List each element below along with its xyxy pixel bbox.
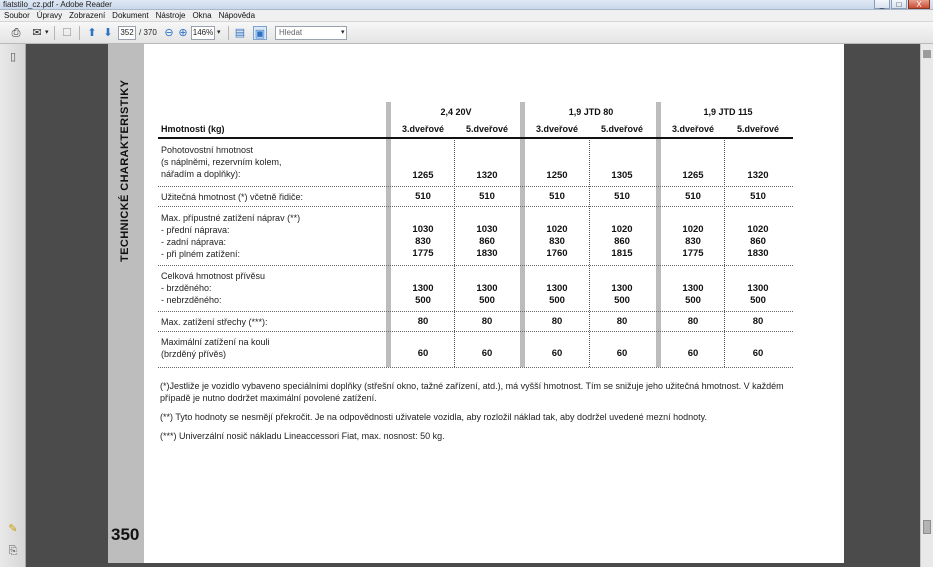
row-label: Celková hmotnost přívěsu - brzděného: - nebrzděného: (161, 271, 266, 305)
title-bar (0, 0, 933, 10)
table-cell: 60 (687, 348, 699, 359)
print-icon[interactable]: ⎙ (11, 27, 21, 39)
toolbar (0, 22, 933, 44)
comments-panel-icon[interactable]: ✎ (8, 523, 18, 535)
navigation-pane (0, 44, 26, 567)
table-cell: 1020 860 1830 (747, 224, 769, 259)
scrollbar-thumb[interactable] (923, 520, 931, 534)
row-label: Užitečná hmotnost (*) včetně řidiče: (161, 192, 304, 202)
column-header: 5.dveřové (600, 124, 644, 134)
menu-help[interactable]: Nápověda (218, 11, 256, 20)
row-label: Max. přípustné zatížení náprav (**) - přední náprava: - zadní náprava: - při plném zatížení: (161, 213, 301, 259)
table-cell: 80 (417, 316, 429, 327)
row-label: Maximální zatížení na kouli (brzděný přívěs) (161, 337, 270, 359)
column-header: 3.dveřové (401, 124, 445, 134)
page-number: 350 (111, 525, 140, 544)
table-cell: 60 (551, 348, 563, 359)
table-cell: 1300 500 (682, 283, 704, 306)
table-cell: 1020 830 1760 (546, 224, 568, 259)
table-cell: 1300 500 (412, 283, 434, 306)
column-header: 5.dveřové (465, 124, 509, 134)
table-cell: 1300 500 (476, 283, 498, 306)
page-total: / 370 (139, 28, 157, 37)
footnote: (***) Univerzální nosič nákladu Lineaccessori Fiat, max. nosnost: 50 kg. (160, 431, 445, 441)
table-cell: 510 (750, 191, 766, 202)
table-cell: 1320 (747, 170, 769, 181)
column-header: 5.dveřové (736, 124, 780, 134)
table-cell: 60 (417, 348, 429, 359)
table-cell: 80 (752, 316, 764, 327)
table-cell: 80 (481, 316, 493, 327)
table-cell: 80 (687, 316, 699, 327)
footnote: (**) Tyto hodnoty se nesmějí překročit. Je na odpovědnosti uživatele vozidla, aby rozložil náklad tak, aby dodržel uvedené mezní hodnoty. (160, 412, 707, 422)
table-cell: 60 (481, 348, 493, 359)
fit-width-icon[interactable]: ▤ (234, 27, 246, 39)
table-cell: 1030 860 1830 (476, 224, 498, 259)
footnote: (*)Jestliže je vozidlo vybaveno speciálními doplňky (střešní okno, tažné zařízení, atd.), má vyšší hmotnost. Tím se snižuje jeho užitečná hmotnost. V každém případě je nutno dodržet maximální povolené zatížení. (160, 381, 784, 403)
next-page-icon[interactable]: ⬇ (103, 27, 113, 39)
previous-page-icon[interactable]: ⬆ (87, 27, 97, 39)
menu-window[interactable]: Okna (192, 11, 212, 20)
menu-edit[interactable]: Úpravy (36, 11, 63, 20)
column-header: 3.dveřové (671, 124, 715, 134)
scroll-up-icon[interactable] (923, 50, 931, 58)
table-cell: 510 (685, 191, 701, 202)
table-cell: 1020 830 1775 (682, 224, 704, 259)
search-input[interactable]: Hledat (275, 26, 347, 40)
group-header-1-9-jtd-115: 1,9 JTD 115 (703, 107, 753, 117)
search-dropdown-arrow-icon[interactable]: ▾ (341, 29, 345, 36)
table-cell: 1265 (682, 170, 704, 181)
footnotes (160, 380, 800, 449)
table-cell: 1300 500 (747, 283, 769, 306)
menu-file[interactable]: Soubor (4, 11, 30, 20)
close-button[interactable]: X (908, 0, 930, 9)
section-title: TECHNICKÉ CHARAKTERISTIKY (119, 79, 131, 262)
table-cell: 1265 (412, 170, 434, 181)
zoom-dropdown-arrow-icon[interactable]: ▾ (217, 29, 221, 36)
table-cell: 1300 500 (546, 283, 568, 306)
fit-page-icon[interactable]: ▣ (254, 28, 266, 40)
table-cell: 1300 500 (611, 283, 633, 306)
group-header-2-4-20v: 2,4 20V (440, 107, 472, 117)
maximize-button[interactable]: □ (891, 0, 907, 9)
table-cell: 1305 (611, 170, 633, 181)
menu-view[interactable]: Zobrazení (69, 11, 106, 20)
email-icon[interactable]: ✉ (32, 27, 42, 39)
minimize-button[interactable]: _ (874, 0, 890, 9)
email-dropdown-arrow-icon[interactable]: ▾ (45, 29, 49, 36)
zoom-out-icon[interactable]: ⊖ (164, 27, 174, 39)
table-cell: 1250 (546, 170, 568, 181)
row-label: Pohotovostní hmotnost (s náplněmi, rezervním kolem, nářadím a doplňky): (161, 145, 282, 179)
attachments-panel-icon[interactable]: ⎘ (8, 545, 18, 557)
menu-tools[interactable]: Nástroje (155, 11, 186, 20)
table-cell: 1320 (476, 170, 498, 181)
window-title: fiatstilo_cz.pdf - Adobe Reader (3, 0, 112, 9)
table-cell: 80 (616, 316, 628, 327)
table-cell: 510 (549, 191, 565, 202)
page-number-input[interactable]: 352 (118, 26, 136, 40)
table-cell: 80 (551, 316, 563, 327)
table-cell: 510 (614, 191, 630, 202)
pages-panel-icon[interactable]: ▯ (9, 51, 17, 63)
table-cell: 60 (616, 348, 628, 359)
vertical-scrollbar[interactable] (920, 44, 933, 567)
menu-document[interactable]: Dokument (112, 11, 149, 20)
row-header: Hmotnosti (kg) (161, 124, 225, 134)
table-cell: 510 (479, 191, 495, 202)
zoom-in-icon[interactable]: ⊕ (178, 27, 188, 39)
table-cell: 1020 860 1815 (611, 224, 633, 259)
table-cell: 510 (415, 191, 431, 202)
table-cell: 60 (752, 348, 764, 359)
hand-tool-icon[interactable]: ☐ (62, 27, 72, 39)
zoom-level-input[interactable]: 146% (191, 26, 215, 40)
column-header: 3.dveřové (535, 124, 579, 134)
group-header-1-9-jtd-80: 1,9 JTD 80 (568, 107, 614, 117)
row-label: Max. zatížení střechy (***): (161, 317, 268, 327)
pdf-page (108, 44, 844, 563)
table-cell: 1030 830 1775 (412, 224, 434, 259)
menu-bar (0, 10, 933, 22)
